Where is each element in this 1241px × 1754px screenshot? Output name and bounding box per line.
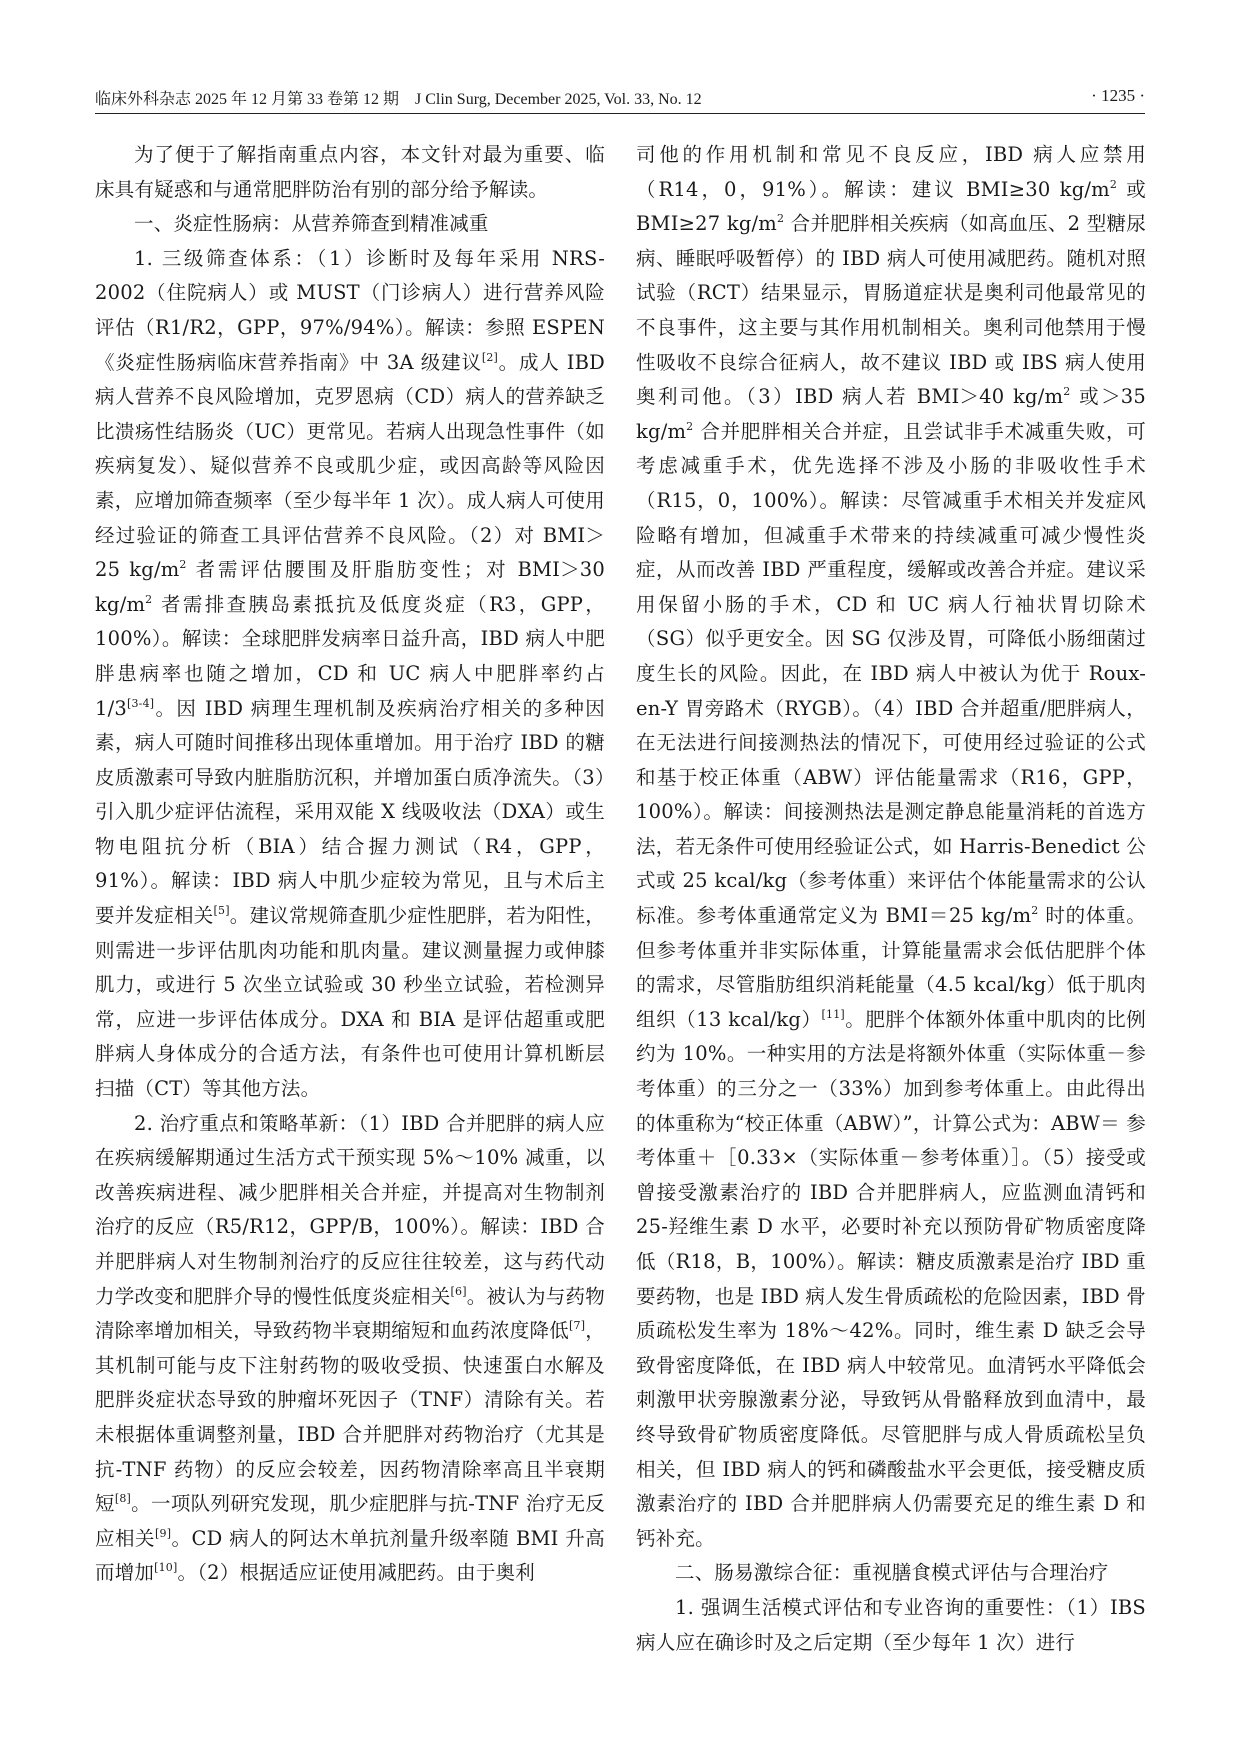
paragraph-screening: [95, 242, 605, 1107]
text-run: 。一项队列研究发现，肌少症肥胖与抗-TNF 治疗无反应相关: [95, 1492, 606, 1550]
text-run: 或 BMI≥27 kg/m: [636, 177, 1146, 236]
right-column: [636, 138, 1146, 1660]
running-header: [95, 86, 1145, 110]
intro-paragraph: 为了便于了解指南重点内容，本文针对最为重要、临床具有疑惑和与通常肥胖防治有别的部分给予解读。: [95, 143, 605, 201]
paragraph-treatment: [95, 1107, 605, 1591]
text-run: 者需评估腰围及肝脂肪变性；对 BMI＞30 kg/m: [95, 558, 605, 616]
text-run: 或＞35 kg/m: [636, 385, 1146, 443]
citation-ref: [9]: [155, 1526, 172, 1540]
text-run: ，其机制可能与皮下注射药物的吸收受损、快速蛋白水解及肥胖炎症状态导致的肿瘤坏死因子（TNF）清除有关。若未根据体重调整剂量，IBD 合并肥胖对药物治疗（尤其是抗-TNF 药物）的反应会较差，因药物清除率高且半衰期短: [95, 1319, 605, 1516]
superscript: 2: [179, 558, 187, 572]
citation-ref: [5]: [213, 904, 230, 918]
superscript: 2: [1063, 385, 1071, 399]
header-rule: [95, 113, 1145, 114]
citation-ref: [10]: [154, 1561, 178, 1575]
citation-ref: [7]: [569, 1319, 586, 1333]
text-run: 。（2）根据适应证使用减肥药。由于奥利: [177, 1561, 535, 1585]
text-run: 司他的作用机制和常见不良反应，IBD 病人应禁用（R14，0，91%）。解读：建议 BMI≥30 kg/m: [636, 143, 1146, 201]
citation-ref: [6]: [450, 1284, 467, 1298]
paragraph-ibs: 1. 强调生活模式评估和专业咨询的重要性：（1）IBS 病人应在确诊时及之后定期（至少每年 1 次）进行: [636, 1595, 1146, 1654]
text-run: 。因 IBD 病理生理机制及疾病治疗相关的多种因素，病人可随时间推移出现体重增加。用于治疗 IBD 的糖皮质激素可导致内脏脂肪沉积，并增加蛋白质净流失。（3）引入肌少症评估流程，采用双能 X 线吸收法（DXA）或生物电阻抗分析（BIA）结合握力测试（R4，GPP，91%）。解读：IBD 病人中肌少症较为常见，且与术后主要并发症相关: [95, 696, 605, 928]
superscript: 2: [686, 419, 694, 433]
citation-ref: [2]: [481, 350, 499, 364]
text-run: 。被认为与药物清除率增加相关，导致药物半衰期缩短和血药浓度降低: [95, 1284, 605, 1343]
journal-citation: 临床外科杂志 2025 年 12 月第 33 卷第 12 期 J Clin Surg, December 2025, Vol. 33, No. 12: [95, 91, 702, 108]
superscript: 2: [1109, 177, 1118, 191]
superscript: 2: [145, 592, 153, 606]
text-run: 时的体重。但参考体重并非实际体重，计算能量需求会低估肥胖个体的需求，尽管脂肪组织消耗能量（4.5 kcal/kg）低于肌肉组织（13 kcal/kg）: [636, 904, 1146, 1031]
citation-ref: [11]: [821, 1007, 845, 1021]
section-1-heading: 一、炎症性肠病：从营养筛查到精准减重: [134, 212, 489, 236]
citation-ref: [3-4]: [126, 696, 155, 710]
text-run: 。肥胖个体额外体重中肌肉的比例约为 10%。一种实用的方法是将额外体重（实际体重－参考体重）的三分之一（33%）加到参考体重上。由此得出的体重称为“校正体重（ABW）”，计算公式为：ABW＝ 参考体重＋［0.33×（实际体重－参考体重）］。（5）接受或曾接受激素治疗的 IBD 合并肥胖病人，应监测血清钙和 25-羟维生素 D 水平，必要时补充以预防骨矿物质密度降低（R18，B，100%）。解读：糖皮质激素是治疗 IBD 重要药物，也是 IBD 病人发生骨质疏松的危险因素，IBD 骨质疏松发生率为 18%～42%。同时，维生素 D 缺乏会导致骨密度降低，在 IBD 病人中较常见。血清钙水平降低会刺激甲状旁腺激素分泌，导致钙从骨骼释放到血清中，最终导致骨矿物质密度降低。尽管肥胖与成人骨质疏松呈负相关，但 IBD 病人的钙和磷酸盐水平会更低，接受糖皮质激素治疗的 IBD 合并肥胖病人仍需要充足的维生素 D 和钙补充。: [636, 1007, 1146, 1550]
citation-ref: [8]: [114, 1492, 132, 1506]
text-run: 者需排查胰岛素抵抗及低度炎症（R3，GPP，100%）。解读：全球肥胖发病率日益升高，IBD 病人中肥胖患病率也随之增加，CD 和 UC 病人中肥胖率约占 1/3: [95, 592, 605, 720]
paragraph-continued: [636, 138, 1146, 1556]
text-run: 。建议常规筛查肌少症性肥胖，若为阳性，则需进一步评估肌肉功能和肌肉量。建议测量握力或伸膝肌力，或进行 5 次坐立试验或 30 秒坐立试验，若检测异常，应进一步评估体成分。DXA 和 BIA 是评估超重或肥胖病人身体成分的合适方法，有条件也可使用计算机断层扫描（CT）等其他方法。: [95, 904, 605, 1101]
text-run: 合并肥胖相关疾病（如高血压、2 型糖尿病、睡眠呼吸暂停）的 IBD 病人可使用减肥药。随机对照试验（RCT）结果显示，胃肠道症状是奥利司他最常见的不良事件，这主要与其作用机制相关。奥利司他禁用于慢性吸收不良综合征病人，故不建议 IBD 或 IBS 病人使用奥利司他。（3）IBD 病人若 BMI＞40 kg/m: [636, 212, 1146, 409]
superscript: 2: [1031, 904, 1039, 918]
section-2-heading: 二、肠易激综合征：重视膳食模式评估与合理治疗: [675, 1561, 1109, 1585]
text-run: 。CD 病人的阿达木单抗剂量升级率随 BMI 升高而增加: [95, 1526, 605, 1585]
left-column: [95, 138, 605, 1591]
text-run: 。成人 IBD 病人营养不良风险增加，克罗恩病（CD）病人的营养缺乏比溃疡性结肠炎（UC）更常见。若病人出现急性事件（如疾病复发）、疑似营养不良或肌少症，或因高龄等风险因素，应增加筛查频率（至少每半年 1 次）。成人病人可使用经过验证的筛查工具评估营养不良风险。（2）对 BMI＞25 kg/m: [95, 350, 606, 582]
text-run: 1. 三级筛查体系：（1）诊断时及每年采用 NRS-2002（住院病人）或 MUST（门诊病人）进行营养风险评估（R1/R2，GPP，97%/94%）。解读：参照 ESPEN《炎症性肠病临床营养指南》中 3A 级建议: [95, 246, 605, 374]
page-number: · 1235 ·: [1091, 86, 1145, 105]
text-run: 2. 治疗重点和策略革新：（1）IBD 合并肥胖的病人应在疾病缓解期通过生活方式干预实现 5%～10% 减重，以改善疾病进程、减少肥胖相关合并症，并提高对生物制剂治疗的反应（R5/R12，GPP/B，100%）。解读：IBD 合并肥胖病人对生物制剂治疗的反应往往较差，这与药代动力学改变和肥胖介导的慢性低度炎症相关: [95, 1111, 605, 1308]
text-run: 合并肥胖相关合并症，且尝试非手术减重失败，可考虑减重手术，优先选择不涉及小肠的非吸收性手术（R15，0，100%）。解读：尽管减重手术相关并发症风险略有增加，但减重手术带来的持续减重可减少慢性炎症，从而改善 IBD 严重程度，缓解或改善合并症。建议采用保留小肠的手术，CD 和 UC 病人行袖状胃切除术（SG）似乎更安全。因 SG 仅涉及胃，可降低小肠细菌过度生长的风险。因此，在 IBD 病人中被认为优于 Roux-en-Y 胃旁路术（RYGB）。（4）IBD 合并超重/肥胖病人，在无法进行间接测热法的情况下，可使用经过验证的公式和基于校正体重（ABW）评估能量需求（R16，GPP，100%）。解读：间接测热法是测定静息能量消耗的首选方法，若无条件可使用经验证公式，如 Harris-Benedict 公式或 25 kcal/kg（参考体重）来评估个体能量需求的公认标准。参考体重通常定义为 BMI＝25 kg/m: [636, 419, 1146, 928]
superscript: 2: [777, 212, 785, 226]
